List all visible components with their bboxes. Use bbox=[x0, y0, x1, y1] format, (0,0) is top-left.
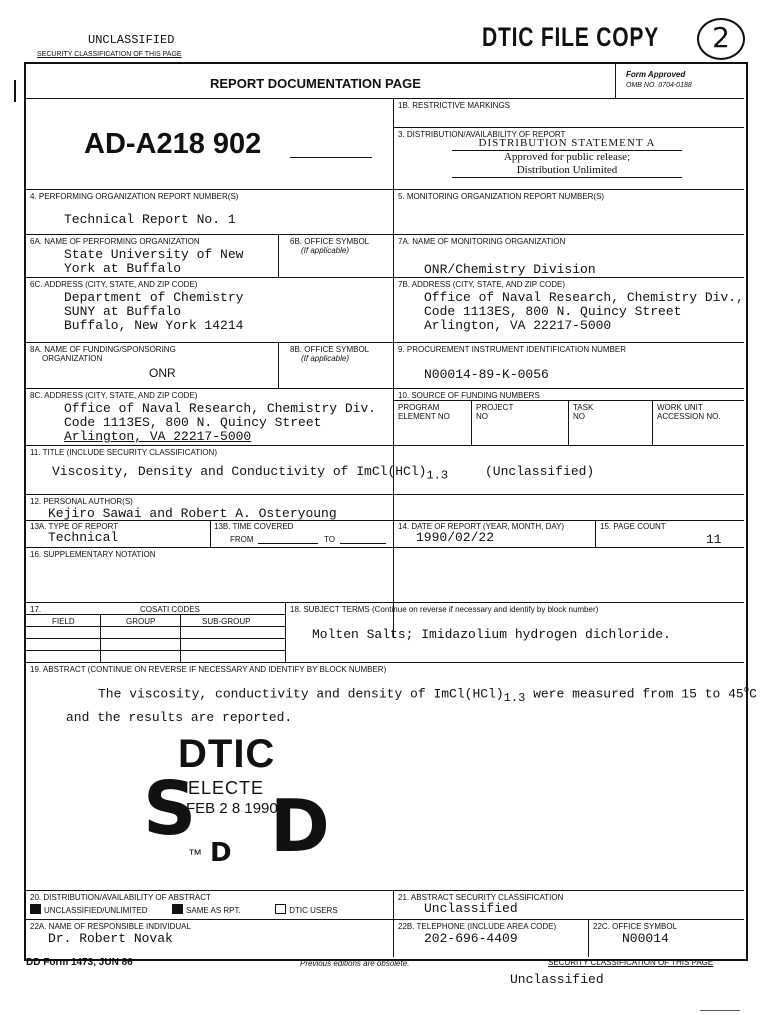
field-6b-sub: (If applicable) bbox=[301, 246, 350, 255]
field-13a-label: 13A. TYPE OF REPORT bbox=[30, 522, 119, 531]
unclassified-unlimited-checkbox[interactable] bbox=[30, 904, 41, 914]
field-11-title: Viscosity, Density and Conductivity of ImCl(HCl) bbox=[52, 464, 427, 479]
field-19-line-1-b: were measured from 15 to 45 bbox=[525, 686, 744, 702]
circled-number bbox=[697, 18, 745, 60]
field-8b-label: 8B. OFFICE SYMBOL bbox=[290, 345, 370, 354]
field-20-options bbox=[30, 904, 338, 915]
field-18-value: Molten Salts; Imidazolium hydrogen dichloride. bbox=[312, 627, 671, 642]
field-15-label: 15. PAGE COUNT bbox=[600, 522, 666, 531]
stamp-line-2: Approved for public release; bbox=[503, 151, 631, 163]
distribution-stamp bbox=[452, 137, 682, 189]
field-7b-value-3: Arlington, VA 22217-5000 bbox=[424, 318, 612, 333]
field-20-label: 20. DISTRIBUTION/AVAILABILITY OF ABSTRACT bbox=[30, 893, 211, 902]
field-6a-value-2: York at Buffalo bbox=[64, 261, 182, 276]
dtic-users-checkbox[interactable] bbox=[275, 904, 286, 914]
field-22c-label: 22C. OFFICE SYMBOL bbox=[593, 922, 678, 931]
field-13b-from: FROM bbox=[230, 535, 254, 544]
dtic-stamp-bottom-d: D bbox=[210, 838, 232, 868]
field-13b-label: 13B. TIME COVERED bbox=[214, 522, 294, 531]
field-20-opt2: SAME AS RPT. bbox=[186, 906, 241, 915]
field-22c-value: N00014 bbox=[622, 931, 669, 946]
form-approved: Form Approved bbox=[626, 70, 686, 79]
omb-number: OMB NO. 0704-0188 bbox=[626, 82, 692, 89]
field-7b-label: 7B. ADDRESS (CITY, STATE, AND ZIP CODE) bbox=[398, 280, 565, 289]
field-20-opt1: UNCLASSIFIED/UNLIMITED bbox=[44, 906, 148, 915]
field-3-label: 3. DISTRIBUTION/AVAILABILITY OF REPORT bbox=[398, 130, 566, 139]
field-19-line-1-deg: o bbox=[743, 685, 750, 695]
field-6c-value-3: Buffalo, New York 14214 bbox=[64, 318, 244, 333]
dtic-stamp-electe: ELECTE bbox=[188, 778, 265, 798]
field-16-label: 16. SUPPLEMENTARY NOTATION bbox=[30, 550, 156, 559]
field-8a-label-2: ORGANIZATION bbox=[42, 354, 103, 363]
field-19-label: 19. ABSTRACT (CONTINUE ON REVERSE IF NECESSARY AND IDENTIFY BY BLOCK NUMBER) bbox=[30, 665, 387, 674]
dtic-stamp-date: FEB 2 8 1990 bbox=[186, 800, 278, 817]
dtic-stamp-d: D bbox=[270, 784, 330, 868]
field-7b-value-2: Code 1113ES, 800 N. Quincy Street bbox=[424, 304, 682, 319]
field-22a-label: 22A. NAME OF RESPONSIBLE INDIVIDUAL bbox=[30, 922, 191, 931]
field-8b-sub: (If applicable) bbox=[301, 354, 350, 363]
accession-number: AD-A218 902 bbox=[84, 128, 262, 160]
field-4-value: Technical Report No. 1 bbox=[64, 212, 236, 227]
same-as-rpt-checkbox[interactable] bbox=[172, 904, 183, 914]
field-8c-value-2: Code 1113ES, 800 N. Quincy Street bbox=[64, 415, 322, 430]
field-21-value: Unclassified bbox=[424, 901, 518, 916]
field-7b-value-1: Office of Naval Research, Chemistry Div., bbox=[424, 290, 744, 305]
page-title: REPORT DOCUMENTATION PAGE bbox=[210, 76, 421, 91]
field-13a-value: Technical bbox=[48, 530, 119, 545]
field-17-label: 17. bbox=[30, 605, 42, 614]
footer-sec-class-label: SECURITY CLASSIFICATION OF THIS PAGE bbox=[548, 958, 714, 967]
field-15-value: 11 bbox=[706, 532, 722, 547]
field-6b-label: 6B. OFFICE SYMBOL bbox=[290, 237, 370, 246]
field-11-label bbox=[30, 448, 217, 457]
field-22a-value: Dr. Robert Novak bbox=[48, 931, 173, 946]
field-9-value: N00014-89-K-0056 bbox=[424, 367, 549, 382]
classification-top: UNCLASSIFIED bbox=[88, 33, 175, 47]
field-10-task-2: NO bbox=[573, 412, 585, 421]
field-7a-value: ONR/Chemistry Division bbox=[424, 262, 596, 277]
footer-sec-class-value: Unclassified bbox=[510, 972, 604, 987]
field-20-opt3: DTIC USERS bbox=[289, 906, 338, 915]
dtic-stamp-scribble-icon: ™ bbox=[188, 846, 202, 862]
field-7a-label: 7A. NAME OF MONITORING ORGANIZATION bbox=[398, 237, 566, 246]
field-17-subgroup: SUB-GROUP bbox=[202, 617, 251, 626]
field-19-line-2: and the results are reported. bbox=[66, 710, 293, 725]
field-8c-value-1: Office of Naval Research, Chemistry Div. bbox=[64, 401, 377, 416]
field-19-line-1-sub: 1.3 bbox=[503, 690, 526, 705]
field-13b-to: TO bbox=[324, 535, 335, 544]
field-12-label: 12. PERSONAL AUTHOR(S) bbox=[30, 497, 133, 506]
dtic-stamp-s: S bbox=[143, 766, 197, 852]
field-10-project-2: NO bbox=[476, 412, 488, 421]
field-22b-value: 202-696-4409 bbox=[424, 931, 518, 946]
field-8a-label-1: 8A. NAME OF FUNDING/SPONSORING bbox=[30, 345, 176, 354]
stamp-line-3: Distribution Unlimited bbox=[452, 164, 682, 178]
field-8a-value: ONR bbox=[149, 366, 176, 380]
field-9-label: 9. PROCUREMENT INSTRUMENT IDENTIFICATION NUMBER bbox=[398, 345, 627, 354]
field-4-label: 4. PERFORMING ORGANIZATION REPORT NUMBER(S) bbox=[30, 192, 239, 201]
field-10-program-2: ELEMENT NO bbox=[398, 412, 450, 421]
field-11-value bbox=[52, 465, 448, 483]
field-6c-value-2: SUNY at Buffalo bbox=[64, 304, 182, 319]
field-10-work-1: WORK UNIT bbox=[657, 403, 703, 412]
scan-mark-left bbox=[14, 80, 16, 102]
field-14-value: 1990/02/22 bbox=[416, 530, 495, 545]
field-21-label: 21. ABSTRACT SECURITY CLASSIFICATION bbox=[398, 893, 564, 902]
stamp-line-1: DISTRIBUTION STATEMENT A bbox=[452, 137, 682, 151]
field-10-project-1: PROJECT bbox=[476, 403, 514, 412]
field-19-line-1-c: C bbox=[749, 686, 757, 702]
field-11-subscript: 1.3 bbox=[426, 468, 449, 483]
field-8c-label: 8C. ADDRESS (CITY, STATE, AND ZIP CODE) bbox=[30, 391, 198, 400]
field-17-group: GROUP bbox=[126, 617, 156, 626]
dtic-file-copy-stamp: DTIC FILE COPY bbox=[482, 22, 660, 52]
field-10-work-2: ACCESSION NO. bbox=[657, 412, 721, 421]
field-17-field: FIELD bbox=[52, 617, 75, 626]
field-1b-label: 1B. RESTRICTIVE MARKINGS bbox=[398, 101, 511, 110]
field-14-label: 14. DATE OF REPORT (YEAR, MONTH, DAY) bbox=[398, 522, 565, 531]
field-11-label-text: 11. TITLE (INCLUDE SECURITY CLASSIFICATION) bbox=[30, 448, 217, 457]
field-10-task-1: TASK bbox=[573, 403, 594, 412]
field-11-classification: (Unclassified) bbox=[485, 464, 595, 479]
field-5-label: 5. MONITORING ORGANIZATION REPORT NUMBER(S) bbox=[398, 192, 605, 201]
field-8c-value-3: Arlington, VA 22217-5000 bbox=[64, 429, 252, 444]
field-6a-value-1: State University of New bbox=[64, 247, 244, 262]
field-17-cosati: COSATI CODES bbox=[140, 605, 200, 614]
field-22b-label: 22B. TELEPHONE (INCLUDE AREA CODE) bbox=[398, 922, 557, 931]
field-10-program-1: PROGRAM bbox=[398, 403, 440, 412]
scan-mark-bottom bbox=[700, 1010, 740, 1011]
prev-editions-note: Previous editions are obsolete. bbox=[300, 959, 410, 968]
field-6a-label: 6A. NAME OF PERFORMING ORGANIZATION bbox=[30, 237, 200, 246]
form-id: DD Form 1473, JUN 86 bbox=[26, 957, 133, 968]
field-6c-value-1: Department of Chemistry bbox=[64, 290, 244, 305]
classification-top-label: SECURITY CLASSIFICATION OF THIS PAGE bbox=[37, 51, 182, 58]
field-18-label: 18. SUBJECT TERMS (Continue on reverse if necessary and identify by block number) bbox=[290, 605, 599, 614]
field-19-line-1 bbox=[98, 683, 757, 705]
circled-number-text: 2 bbox=[712, 21, 730, 54]
field-10-label: 10. SOURCE OF FUNDING NUMBERS bbox=[398, 391, 540, 400]
dtic-stamp-big: DTIC bbox=[178, 732, 276, 776]
field-19-line-1-a: The viscosity, conductivity and density of ImCl(HCl) bbox=[98, 686, 504, 702]
field-6c-label: 6C. ADDRESS (CITY, STATE, AND ZIP CODE) bbox=[30, 280, 198, 289]
field-12-value: Kejiro Sawai and Robert A. Osteryoung bbox=[48, 506, 337, 521]
